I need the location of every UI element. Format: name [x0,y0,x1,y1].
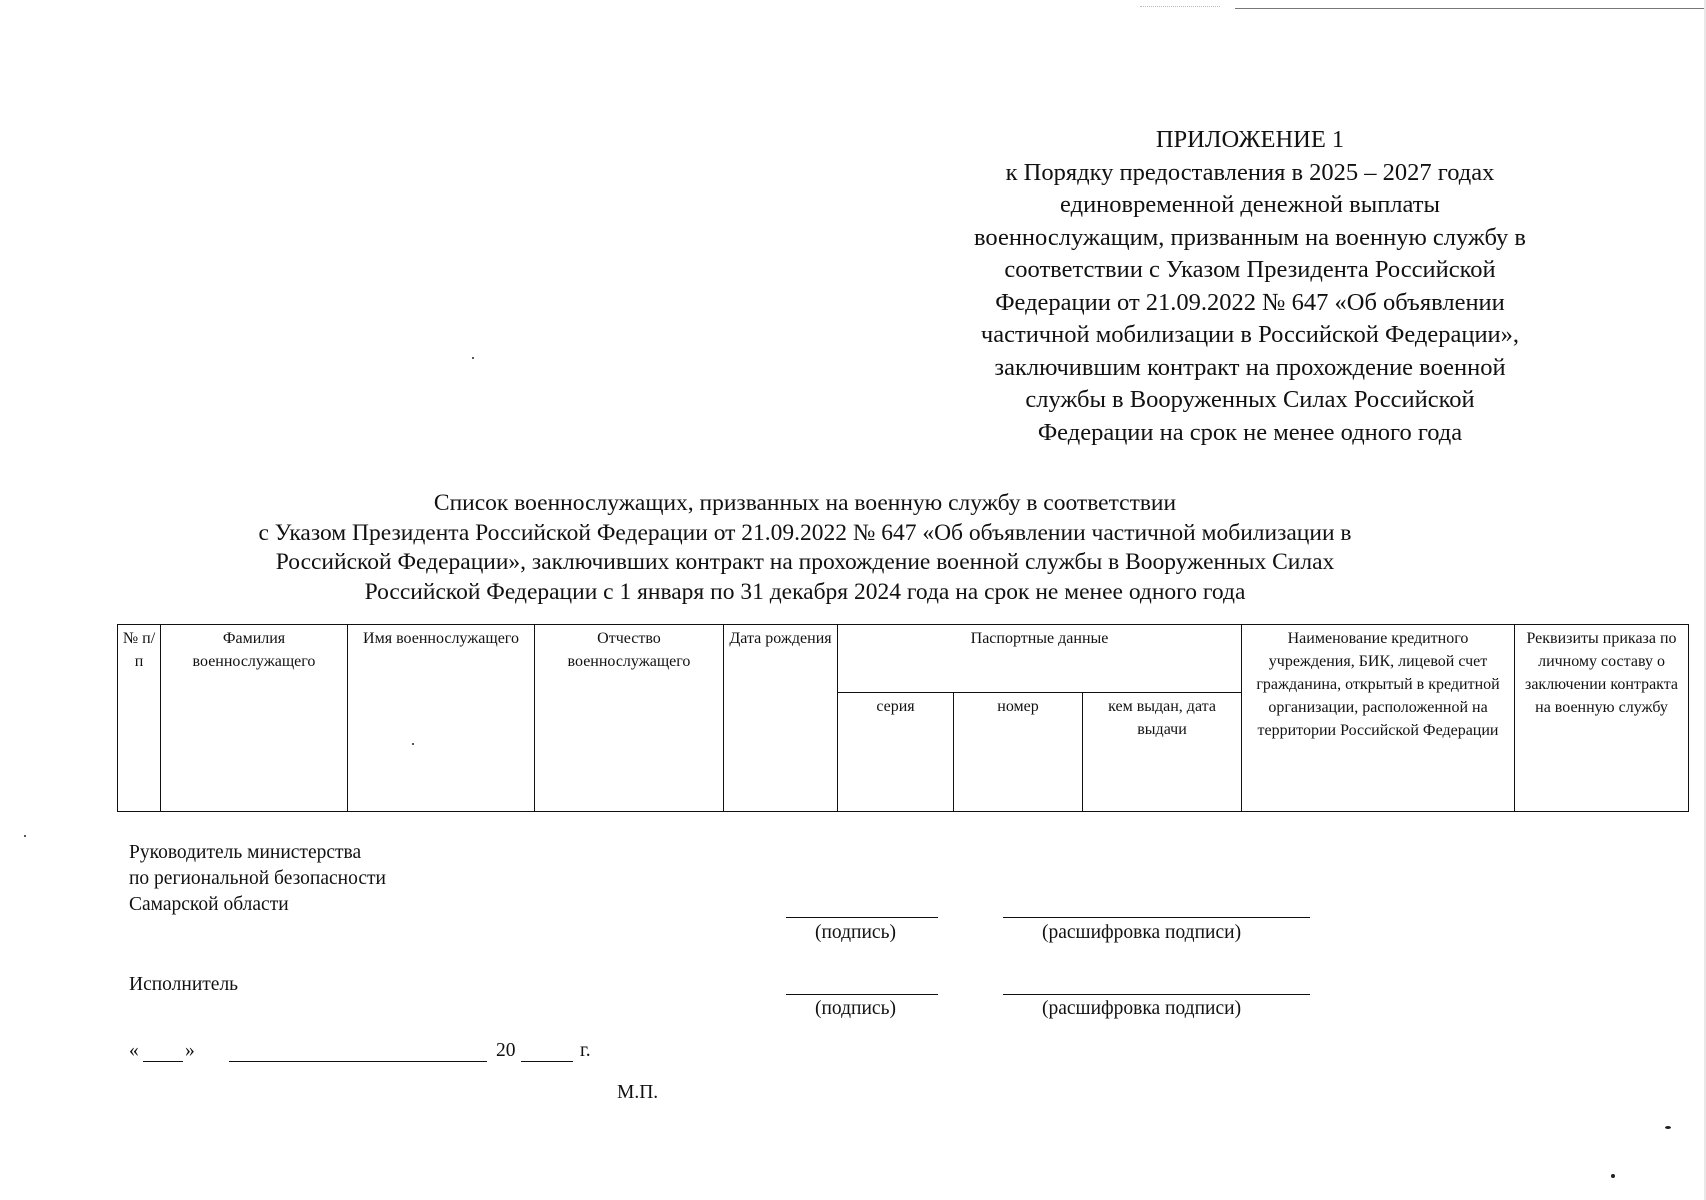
col-header-patronymic: Отчество военнослужащего [535,625,724,812]
col-header-passport-series: серия [838,693,954,812]
executor-signature-caption: (подпись) [815,998,896,1019]
servicemen-table [117,624,1689,812]
date-close-quote: » [185,1040,195,1061]
list-title-line: Список военнослужащих, призванных на военную службу в соответствии [433,490,1177,516]
appendix-line: к Порядку предоставления в 2025 – 2027 годах [1005,158,1495,186]
appendix-line: соответствии с Указом Президента Российской [1004,256,1496,283]
col-header-birth-date: Дата рождения [724,625,838,812]
head-title-line: Самарской области [129,894,289,915]
appendix-title: ПРИЛОЖЕНИЕ 1 [1155,126,1345,153]
list-title-line: Российской Федерации», заключивших контракт на прохождение военной службы в Вооруженных Силах [275,549,1335,575]
appendix-header [940,124,1560,449]
date-day-blank [143,1061,183,1062]
date-year-prefix: 20 [496,1040,516,1061]
appendix-line: единовременной денежной выплаты [1060,191,1440,218]
head-signature-block [129,840,386,918]
executor-decryption-caption: (расшифровка подписи) [1042,998,1242,1019]
appendix-line: заключившим контракт на прохождение военной [994,353,1506,381]
appendix-line: частичной мобилизации в Российской Федерации», [980,321,1520,348]
head-signature-line [786,917,938,918]
head-signature-caption: (подпись) [815,922,896,943]
executor-decryption-line [1003,994,1310,995]
scan-speck [1665,1126,1671,1129]
appendix-line: Федерации от 21.09.2022 № 647 «Об объявлении [995,288,1505,316]
stamp-place-label: М.П. [617,1082,659,1103]
appendix-line: службы в Вооруженных Силах Российской [1025,386,1475,413]
date-year-suffix: г. [580,1040,591,1061]
date-open-quote: « [129,1040,139,1061]
scan-speck [1611,1174,1615,1178]
appendix-line: военнослужащим, призванным на военную службу в [974,223,1526,251]
date-month-blank [229,1061,487,1062]
list-title-line: с Указом Президента Российской Федерации от 21.09.2022 № 647 «Об объявлении частичной мобилизации в [258,519,1352,546]
col-header-surname: Фамилия военнослужащего [161,625,348,812]
col-header-number: № п/п [118,625,161,812]
scan-speck [472,357,474,359]
head-title-line: Руководитель министерства [129,842,362,863]
list-title-line: Российской Федерации с 1 января по 31 декабря 2024 года на срок не менее одного года [364,578,1246,605]
col-header-passport: Паспортные данные [838,625,1242,693]
head-decryption-caption: (расшифровка подписи) [1042,922,1242,943]
list-title [150,489,1460,607]
col-header-passport-number: номер [954,693,1083,812]
col-header-order: Реквизиты приказа по личному составу о заключении контракта на военную службу [1515,625,1689,812]
executor-signature-line [786,994,938,995]
executor-label: Исполнитель [129,974,239,995]
appendix-line: Федерации на срок не менее одного года [1037,418,1463,446]
col-header-passport-issued: кем выдан, дата выдачи [1083,693,1242,812]
date-year-blank [521,1061,573,1062]
scan-speck [24,835,26,837]
scan-speck [412,743,414,745]
scan-artifact-top-dots [1140,6,1220,8]
col-header-bank: Наименование кредитного учреждения, БИК, лицевой счет гражданина, открытый в кредитной организации, расположенной на территории Российской Федерации [1242,625,1515,812]
head-title-line: по региональной безопасности [129,868,386,889]
head-decryption-line [1003,917,1310,918]
scan-artifact-top-line [1235,8,1706,9]
col-header-name: Имя военнослужащего [348,625,535,812]
